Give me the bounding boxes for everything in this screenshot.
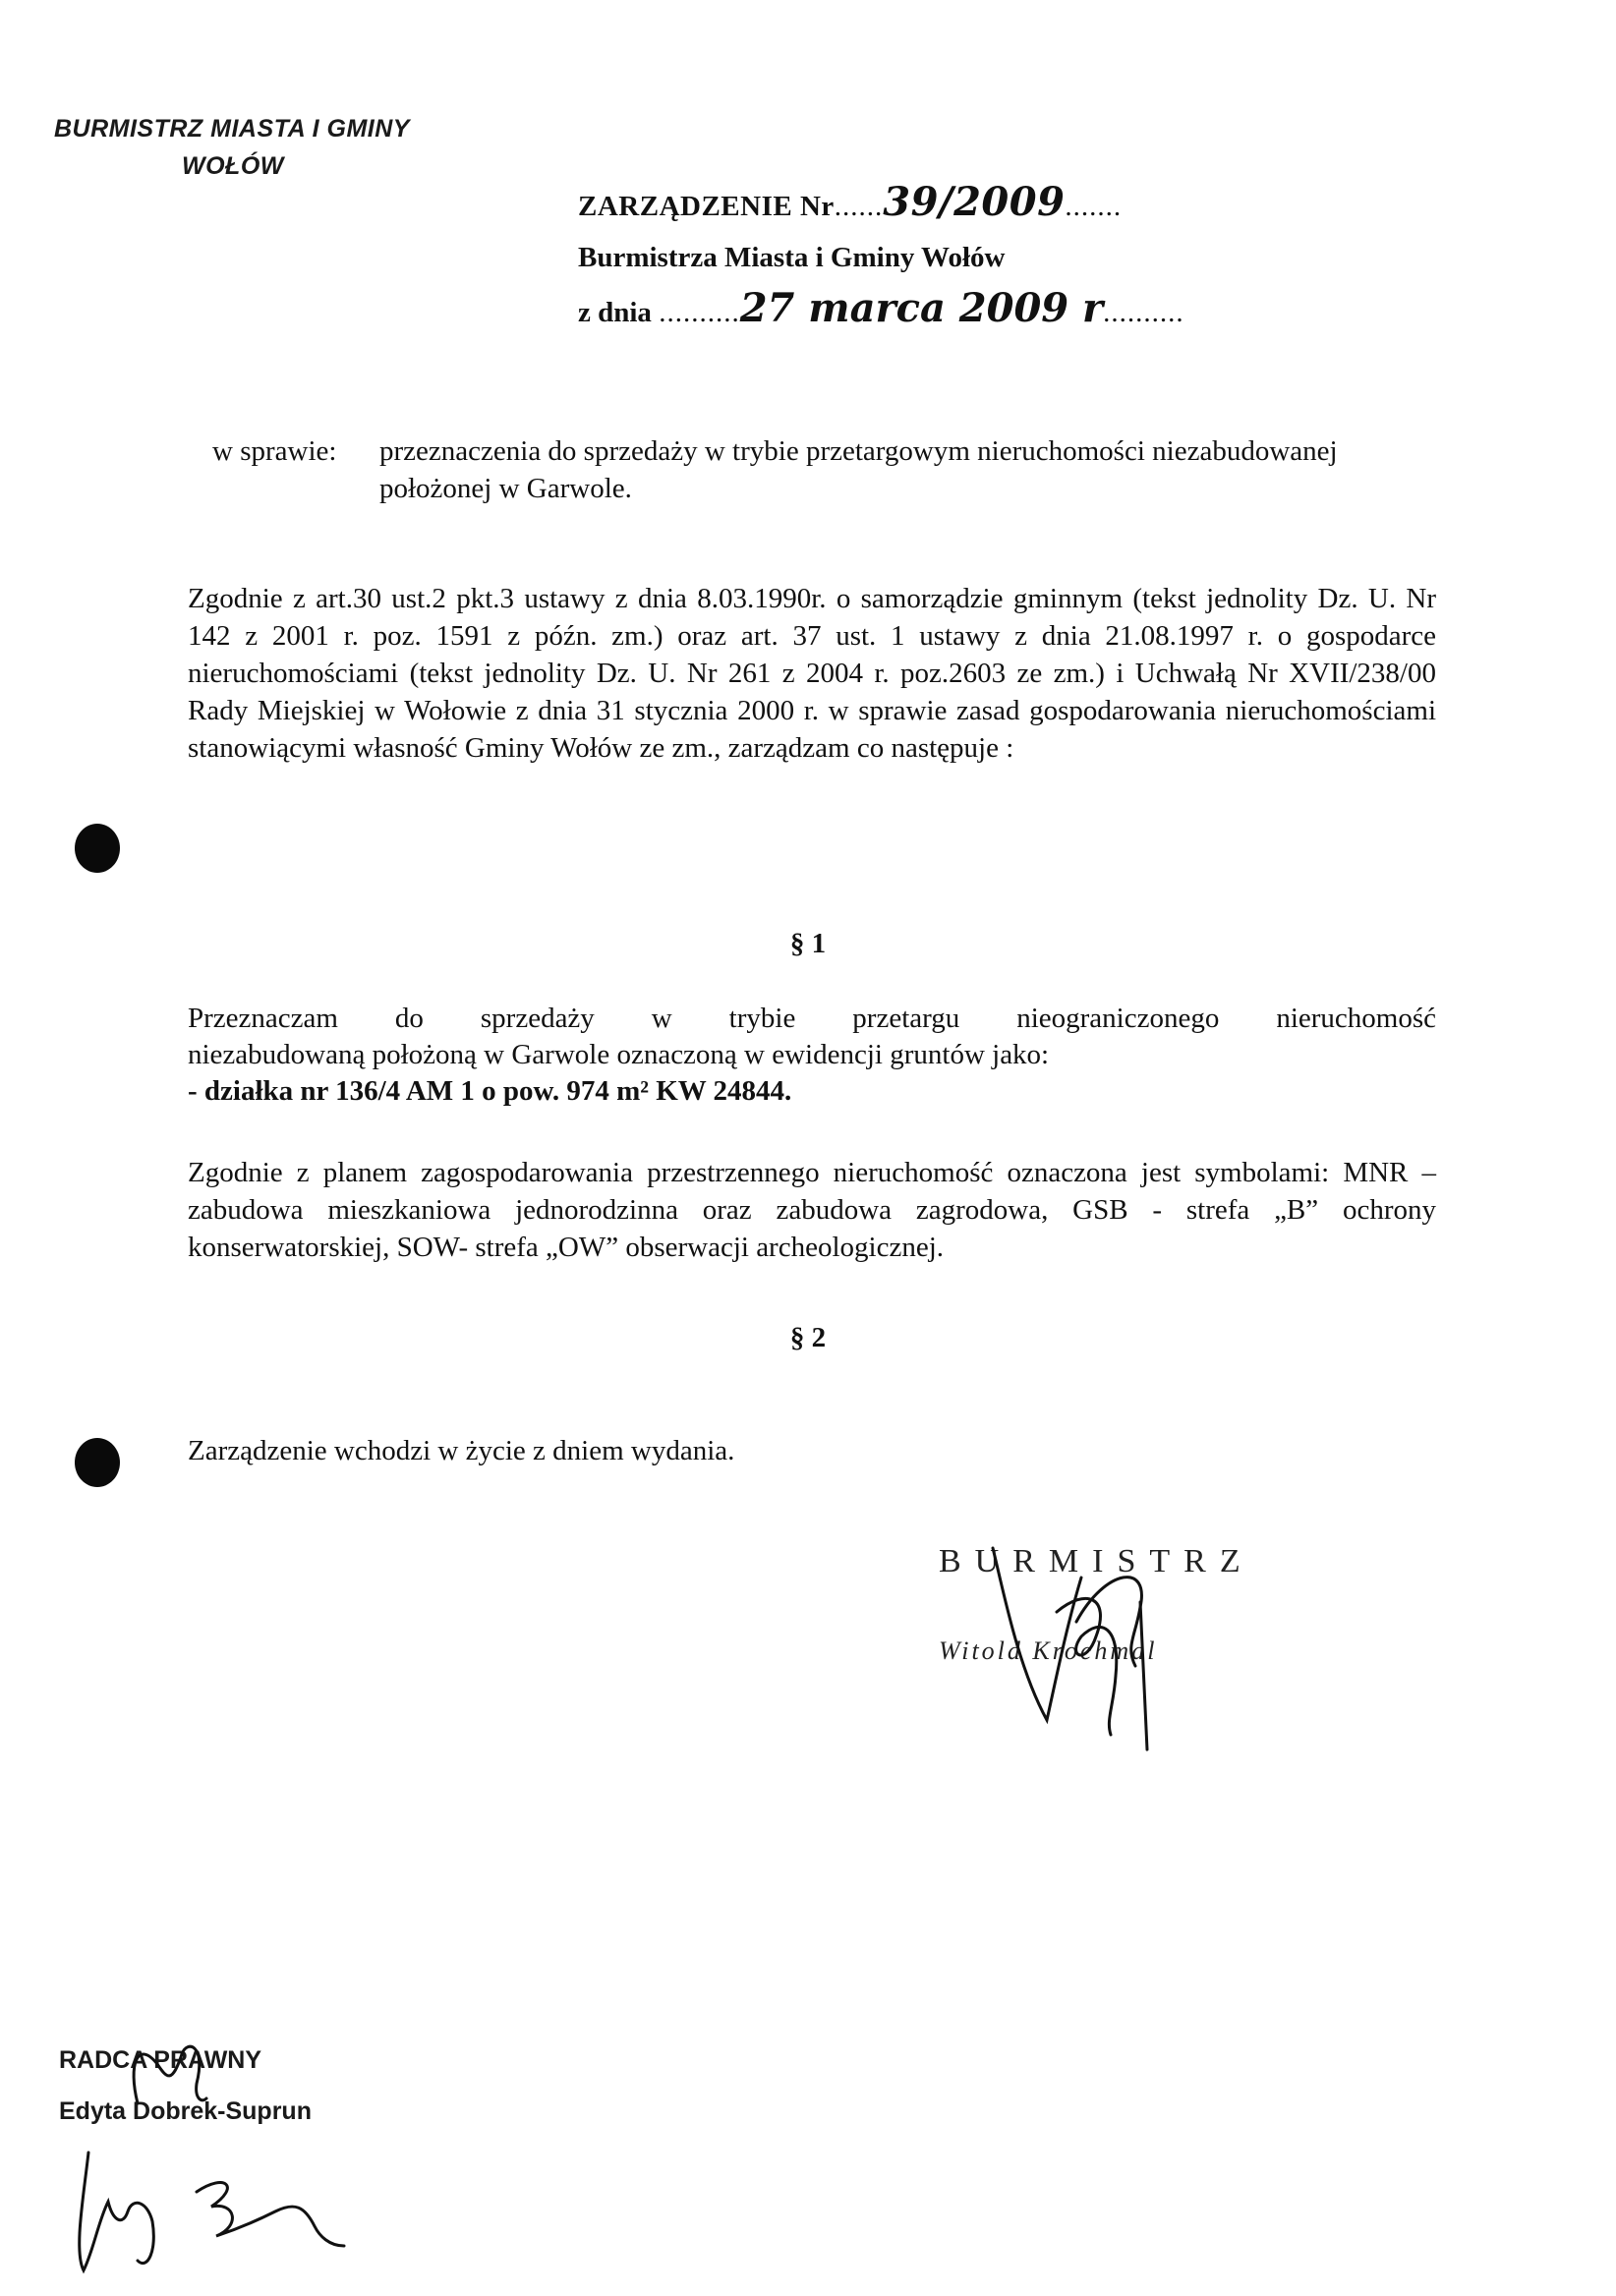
authority-line-1: BURMISTRZ MIASTA I GMINY — [54, 115, 410, 143]
authority-line-2: WOŁÓW — [182, 152, 284, 180]
signature-title: BURMISTRZ — [939, 1543, 1254, 1579]
date-label: z dnia — [578, 297, 652, 328]
header-title-line: ZARZĄDZENIE Nr......39/2009....... — [578, 179, 1123, 225]
handwritten-initials-icon — [69, 2025, 364, 2280]
signature-name: Witold Krochmal — [939, 1636, 1158, 1665]
zoning-paragraph: Zgodnie z planem zagospodarowania przestrzennego nieruchomość oznaczona jest symbolami: MNR – zabudowa mieszkaniowa jednorodzinna oraz zabudowa zagrodowa, GSB - strefa „B” ochrony konserwatorskiej, SOW- strefa „OW” obserwacji archeologicznej. — [188, 1157, 1436, 1263]
plot-designation: - działka nr 136/4 AM 1 o pow. 974 m² KW 24844. — [188, 1075, 792, 1107]
document-header — [578, 177, 1184, 338]
legal-basis-paragraph: Zgodnie z art.30 ust.2 pkt.3 ustawy z dnia 8.03.1990r. o samorządzie gminnym (tekst jednolity Dz. U. Nr 142 z 2001 r. poz. 1591 z późn. zm.) oraz art. 37 ust. 1 ustawy z dnia 21.08.1997 r. o gospodarce nieruchomościami (tekst jednolity Dz. U. Nr 261 z 2004 r. poz.2603 ze zm.) i Uchwałą Nr XVII/238/00 Rady Miejskiej w Wołowie z dnia 31 stycznia 2000 r. w sprawie zasad gospodarowania nieruchomościami stanowiącymi własność Gminy Wołów ze zm., zarządzam co następuje : — [188, 583, 1436, 764]
punch-hole-mark — [75, 824, 120, 873]
legal-title: RADCA PRAWNY — [59, 2046, 262, 2074]
section-2-text: Zarządzenie wchodzi w życie z dniem wydania. — [188, 1435, 735, 1466]
section-1-line-2: niezabudowaną położoną w Garwole oznaczoną w ewidencji gruntów jako: — [188, 1039, 1050, 1070]
date-line: z dnia ..........27 marca 2009 r.......... — [578, 285, 1184, 331]
subject-text: przeznaczenia do sprzedaży w trybie przetargowym nieruchomości niezabudowanej położonej w Garwole. — [379, 435, 1338, 504]
document-title: ZARZĄDZENIE — [578, 191, 793, 222]
section-1-heading: § 1 — [789, 928, 827, 959]
punch-hole-mark — [75, 1438, 120, 1487]
handwritten-signature-icon — [939, 1528, 1293, 1754]
section-1-line-1: Przeznaczam do sprzedaży w trybie przetargu nieograniczonego nieruchomość — [188, 1003, 1436, 1034]
section-2-heading: § 2 — [789, 1322, 827, 1353]
number-label: Nr — [799, 191, 835, 222]
handwritten-number: 39/2009 — [883, 179, 1066, 225]
mayor-signature-stamp — [939, 1528, 1293, 1754]
issuer-line: Burmistrza Miasta i Gminy Wołów — [578, 242, 1006, 273]
legal-name: Edyta Dobrek-Suprun — [59, 2097, 312, 2125]
handwritten-date: 27 marca 2009 r — [739, 285, 1104, 331]
subject-label: w sprawie: — [212, 435, 337, 467]
subject-block — [212, 432, 1362, 507]
issuing-authority-stamp — [54, 110, 410, 185]
section-1-body — [188, 1001, 1436, 1110]
